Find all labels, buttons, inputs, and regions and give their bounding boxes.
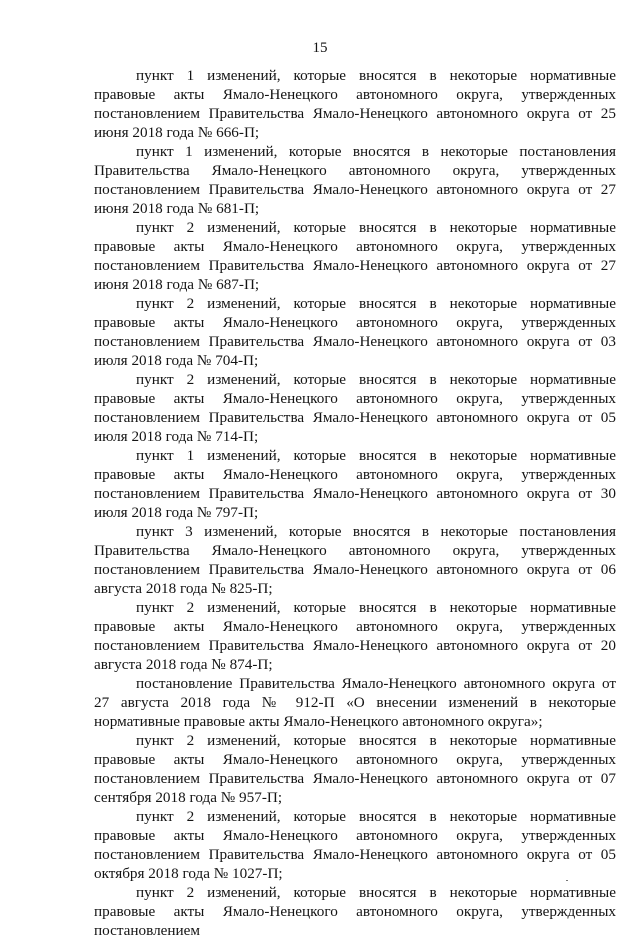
paragraph: пункт 2 изменений, которые вносятся в некоторые нормативные правовые акты Ямало-Ненецкого автономного округа, утвержденных постановлением Правительства Ямало-Ненецкого автономного округа от 27 июня 2018 года № 687-П;: [94, 219, 616, 293]
paragraph: пункт 2 изменений, которые вносятся в некоторые нормативные правовые акты Ямало-Ненецкого автономного округа, утвержденных постановлением Правительства Ямало-Ненецкого автономного округа от 20 августа 2018 года № 874-П;: [94, 599, 616, 673]
paragraph: пункт 2 изменений, которые вносятся в некоторые нормативные правовые акты Ямало-Ненецкого автономного округа, утвержденных постановлением Правительства Ямало-Ненецкого автономного округа от 05 июля 2018 года № 714-П;: [94, 371, 616, 445]
paragraph: пункт 3 изменений, которые вносятся в некоторые постановления Правительства Ямало-Ненецкого автономного округа, утвержденных постановлением Правительства Ямало-Ненецкого автономного округа от 06 августа 2018 года № 825-П;: [94, 523, 616, 597]
paragraph: пункт 2 изменений, которые вносятся в некоторые нормативные правовые акты Ямало-Ненецкого автономного округа, утвержденных постановлением Правительства Ямало-Ненецкого автономного округа от 03 июля 2018 года № 704-П;: [94, 295, 616, 369]
paragraph: пункт 1 изменений, которые вносятся в некоторые нормативные правовые акты Ямало-Ненецкого автономного округа, утвержденных постановлением Правительства Ямало-Ненецкого автономного округа от 25 июня 2018 года № 666-П;: [94, 67, 616, 141]
paragraph: пункт 2 изменений, которые вносятся в некоторые нормативные правовые акты Ямало-Ненецкого автономного округа, утвержденных постановлением Правительства Ямало-Ненецкого автономного округа от 05 октября 2018 года № 1027-П;: [94, 808, 616, 882]
page-number: 15: [312, 40, 328, 56]
document-body: [94, 66, 616, 940]
paragraph: пункт 2 изменений, которые вносятся в некоторые нормативные правовые акты Ямало-Ненецкого автономного округа, утвержденных постановлением: [94, 884, 616, 939]
paragraph: пункт 1 изменений, которые вносятся в некоторые постановления Правительства Ямало-Ненецкого автономного округа, утвержденных постановлением Правительства Ямало-Ненецкого автономного округа от 27 июня 2018 года № 681-П;: [94, 143, 616, 217]
scan-speck: [566, 880, 568, 881]
paragraph: постановление Правительства Ямало-Ненецкого автономного округа от 27 августа 2018 года № 912-П «О внесении изменений в некоторые нормативные правовые акты Ямало-Ненецкого автономного округа»;: [94, 675, 616, 730]
paragraph: пункт 2 изменений, которые вносятся в некоторые нормативные правовые акты Ямало-Ненецкого автономного округа, утвержденных постановлением Правительства Ямало-Ненецкого автономного округа от 07 сентября 2018 года № 957-П;: [94, 732, 616, 806]
paragraph: пункт 1 изменений, которые вносятся в некоторые нормативные правовые акты Ямало-Ненецкого автономного округа, утвержденных постановлением Правительства Ямало-Ненецкого автономного округа от 30 июля 2018 года № 797-П;: [94, 447, 616, 521]
